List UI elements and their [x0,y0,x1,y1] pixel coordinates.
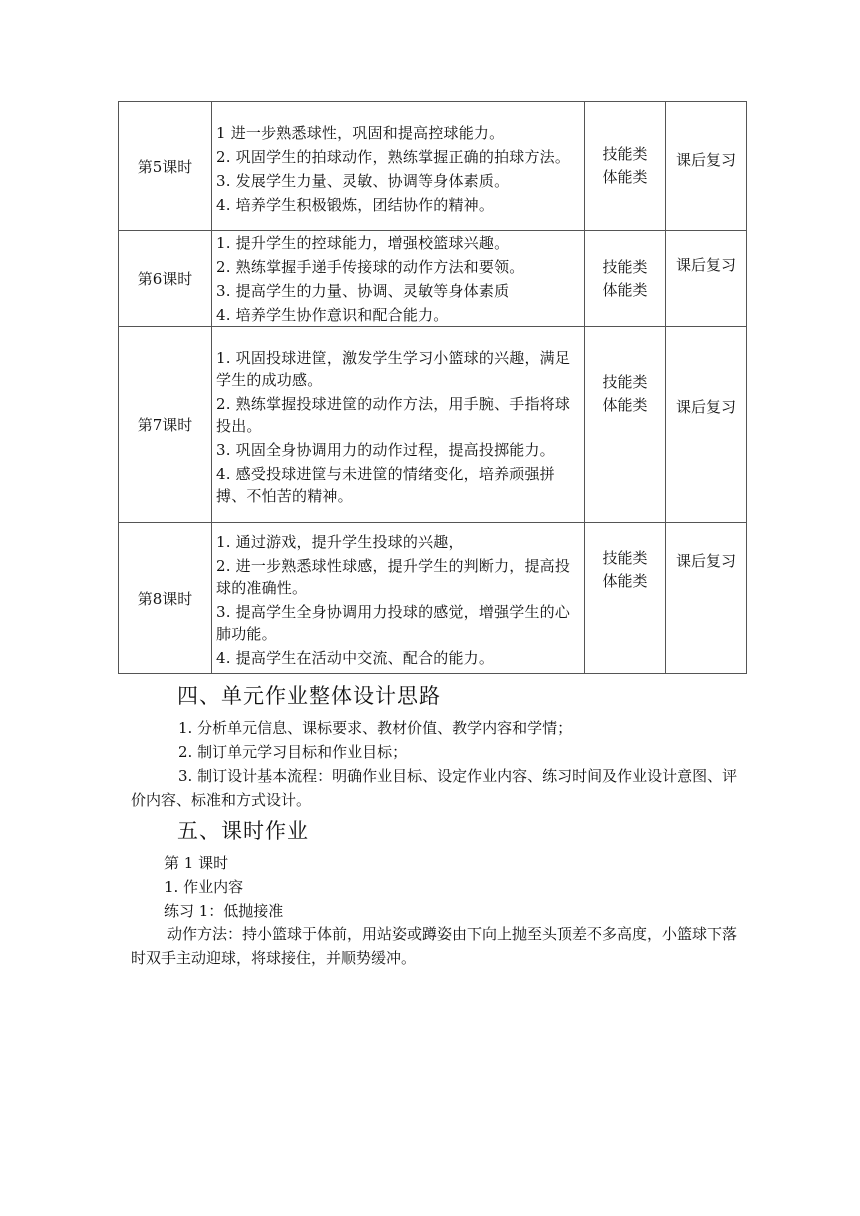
goal-item: 1. 通过游戏，提升学生投球的兴趣， [216,532,464,551]
lesson-plan-table [118,101,747,674]
table-row [119,102,747,231]
goal-item: 3. 提高学生的力量、协调、灵敏等身体素质 [216,282,510,300]
type-cell [585,102,666,231]
goals-cell [212,327,585,523]
goal-item: 2. 熟练掌握投球进筐的动作方法，用手腕、手指将球投出。 [216,395,571,435]
type-line: 技能类 [602,373,648,391]
goal-item: 1. 巩固投球进筐，激发学生学习小篮球的兴趣，满足学生的成功感。 [216,349,571,389]
lesson-cell: 第8课时 [119,523,212,674]
lesson-cell: 第6课时 [119,231,212,327]
goal-item: 3. 巩固全身协调用力的动作过程，提高投掷能力。 [216,441,555,459]
table-row [119,523,747,674]
section-heading: 四、单元作业整体设计思路 [177,684,441,708]
method-paragraph: 动作方法：持小篮球于体前，用站姿或蹲姿由下向上抛至头顶差不多高度，小篮球下落时双手主动迎球，将球接住，并顺势缓冲。 [131,925,738,967]
type-cell [585,231,666,327]
goal-item: 4. 提高学生在活动中交流、配合的能力。 [216,648,495,667]
goals-cell [212,523,585,674]
homework-cell: 课后复习 [666,523,747,674]
design-step-3: 3. 制订设计基本流程：明确作业目标、设定作业内容、练习时间及作业设计意图、评价内容、标准和方式设计。 [131,767,738,809]
goal-item: 3. 发展学生力量、灵敏、协调等身体素质。 [216,171,510,190]
design-step-1: 1. 分析单元信息、课标要求、教材价值、教学内容和学情； [178,719,573,737]
type-line: 技能类 [602,257,648,276]
type-line: 技能类 [602,549,648,567]
goal-item: 2. 巩固学生的拍球动作，熟练掌握正确的拍球方法。 [216,147,571,166]
type-line: 体能类 [602,168,648,186]
exercise-title: 练习 1：低抛接准 [164,902,284,920]
goals-cell [212,231,585,327]
table-row [119,231,747,327]
section-heading: 五、课时作业 [177,819,309,843]
goal-item: 2. 熟练掌握手递手传接球的动作方法和要领。 [216,258,525,276]
type-line: 体能类 [602,280,648,299]
lesson-cell: 第5课时 [119,102,212,231]
goal-item: 4. 培养学生协作意识和配合能力。 [216,306,449,324]
table-row [119,327,747,523]
goals-cell [212,102,585,231]
goal-item: 4. 培养学生积极锻炼，团结协作的精神。 [216,195,495,214]
type-cell [585,523,666,674]
goal-item: 3. 提高学生全身协调用力投球的感觉，增强学生的心肺功能。 [216,602,571,643]
type-line: 技能类 [602,145,648,163]
type-cell [585,327,666,523]
lesson-label: 第 1 课时 [164,854,229,872]
homework-cell: 课后复习 [666,327,747,523]
type-line: 体能类 [602,572,648,590]
design-step-2: 2. 制订单元学习目标和作业目标； [178,743,408,761]
goal-item: 2. 进一步熟悉球性球感，提升学生的判断力，提高投球的准确性。 [216,556,571,597]
goal-item: 1. 提升学生的控球能力，增强校篮球兴趣。 [216,234,510,252]
homework-cell: 课后复习 [666,102,747,231]
goal-item: 4. 感受投球进筐与未进筐的情绪变化，培养顽强拼搏、不怕苦的精神。 [216,465,555,505]
homework-cell: 课后复习 [666,231,747,327]
goal-item: 1 进一步熟悉球性，巩固和提高控球能力。 [216,123,505,142]
lesson-cell: 第7课时 [119,327,212,523]
content-label: 1. 作业内容 [164,878,244,896]
type-line: 体能类 [602,396,648,414]
